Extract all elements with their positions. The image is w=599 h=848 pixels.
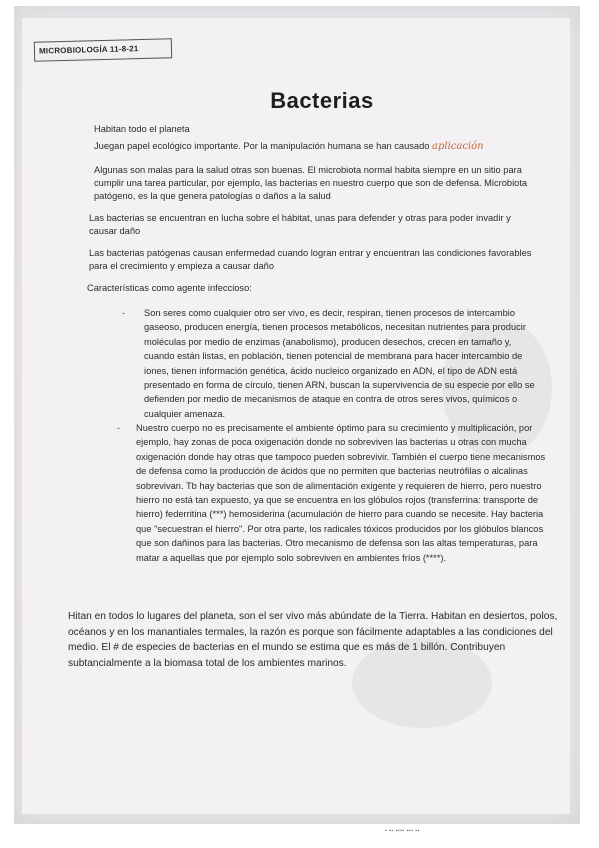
paper-sheet bbox=[22, 18, 570, 814]
bullet-item-body-defense: Nuestro cuerpo no es precisamente el ambiente óptimo para su crecimiento y multiplicación, por ejemplo, hay zonas de poca oxigenación donde no sobreviven las bacterias u otras con mucha oxigenación donde hay otras que tampoco pueden sobrevivir. También el cuerpo tiene mecanismos de defensa como la producción de ácidos que no permiten que bacterias neutrófilas o alcalinas sobrevivan. Tb hay bacterias que son de alimentación exigente y requieren de hierro, pero nuestro hierro no está tan expuesto, ya que se encuentra en los glóbulos rojos (transferrina: transporte de hierro) federritina (***) hemosiderina (acumulación de hierro para cuando se necesite. Hay bacteria que "secuestran el hierro". Por otra parte, los radicales tóxicos producidos por los glóbulos blancos que son dañinos para las bacterias. Otro mecanismo de defensa son las altas temperaturas, para matar a aquellas que por ejemplo solo sobreviven en ambientes fríos (****). bbox=[136, 423, 546, 563]
section-heading-infectious: Características como agente infeccioso: bbox=[87, 283, 252, 293]
paragraph-habitat: Habitan todo el planeta bbox=[94, 124, 190, 134]
paragraph-pathogens: Las bacterias patógenas causan enfermedad cuando logran entrar y encuentran las condiciones favorables para el crecimiento y empieza a causar daño bbox=[89, 248, 532, 272]
paragraph-habitat-struggle: Las bacterias se encuentran en lucha sobre el hábitat, unas para defender y otras para poder invadir y causar daño bbox=[89, 213, 511, 237]
bullet-marker: - bbox=[117, 423, 120, 433]
bullet-marker: - bbox=[122, 308, 125, 318]
course-date-label: MICROBIOLOGÍA 11-8-21 bbox=[34, 38, 172, 62]
page-title: Bacterias bbox=[270, 88, 374, 113]
bullet-item-characteristics: Son seres como cualquier otro ser vivo, es decir, respiran, tienen procesos de intercambio gaseoso, producen energía, tienen procesos metabólicos, necesitan nutrientes para producir moléculas por medio de enzimas (anabolismo), producen desechos, crecen en tamaño y, cuando están listas, en población, tienen potencial de membrana para hacer intercambio de iones, tienen información genética, ácido nucleico organizado en ADN, el tipo de ADN está presentado en forma de círculo, tienen ARN, buscan la supervivencia de su especie por ello se defienden por medio de mecanismos de ataque en contra de otros seres vivos, químicos o cualquier amenaza. bbox=[144, 308, 535, 419]
scan-footer-mark: ▪ ▪▪ ▪▪▪▪ ▪▪▪ ▪▪ bbox=[385, 828, 420, 834]
paragraph-microbiota: Algunas son malas para la salud otras son buenas. El microbiota normal habita siempre en un sitio para cumplir una tarea particular, por ejemplo, las bacterias en nuestro cuerpo que son de defensa. Microbiota patógeno, es la que genera patologías o daños a la salud bbox=[94, 165, 528, 202]
paragraph-ecology bbox=[94, 140, 574, 153]
handwritten-note: aplicación bbox=[432, 141, 484, 152]
document-photo bbox=[14, 6, 580, 824]
closing-paragraph: Hitan en todos lo lugares del planeta, son el ser vivo más abúndate de la Tierra. Habitan en desiertos, polos, océanos y en los manantiales termales, la razón es porque son fácilmente adaptables a las condiciones del medio. El # de especies de bacterias en el mundo se estima que es más de 1 billón. Contribuyen subtancialmente a la biomasa total de los ambientes marinos. bbox=[68, 611, 558, 669]
paragraph-ecology-text: Juegan papel ecológico importante. Por la manipulación humana se han causado bbox=[94, 141, 430, 151]
